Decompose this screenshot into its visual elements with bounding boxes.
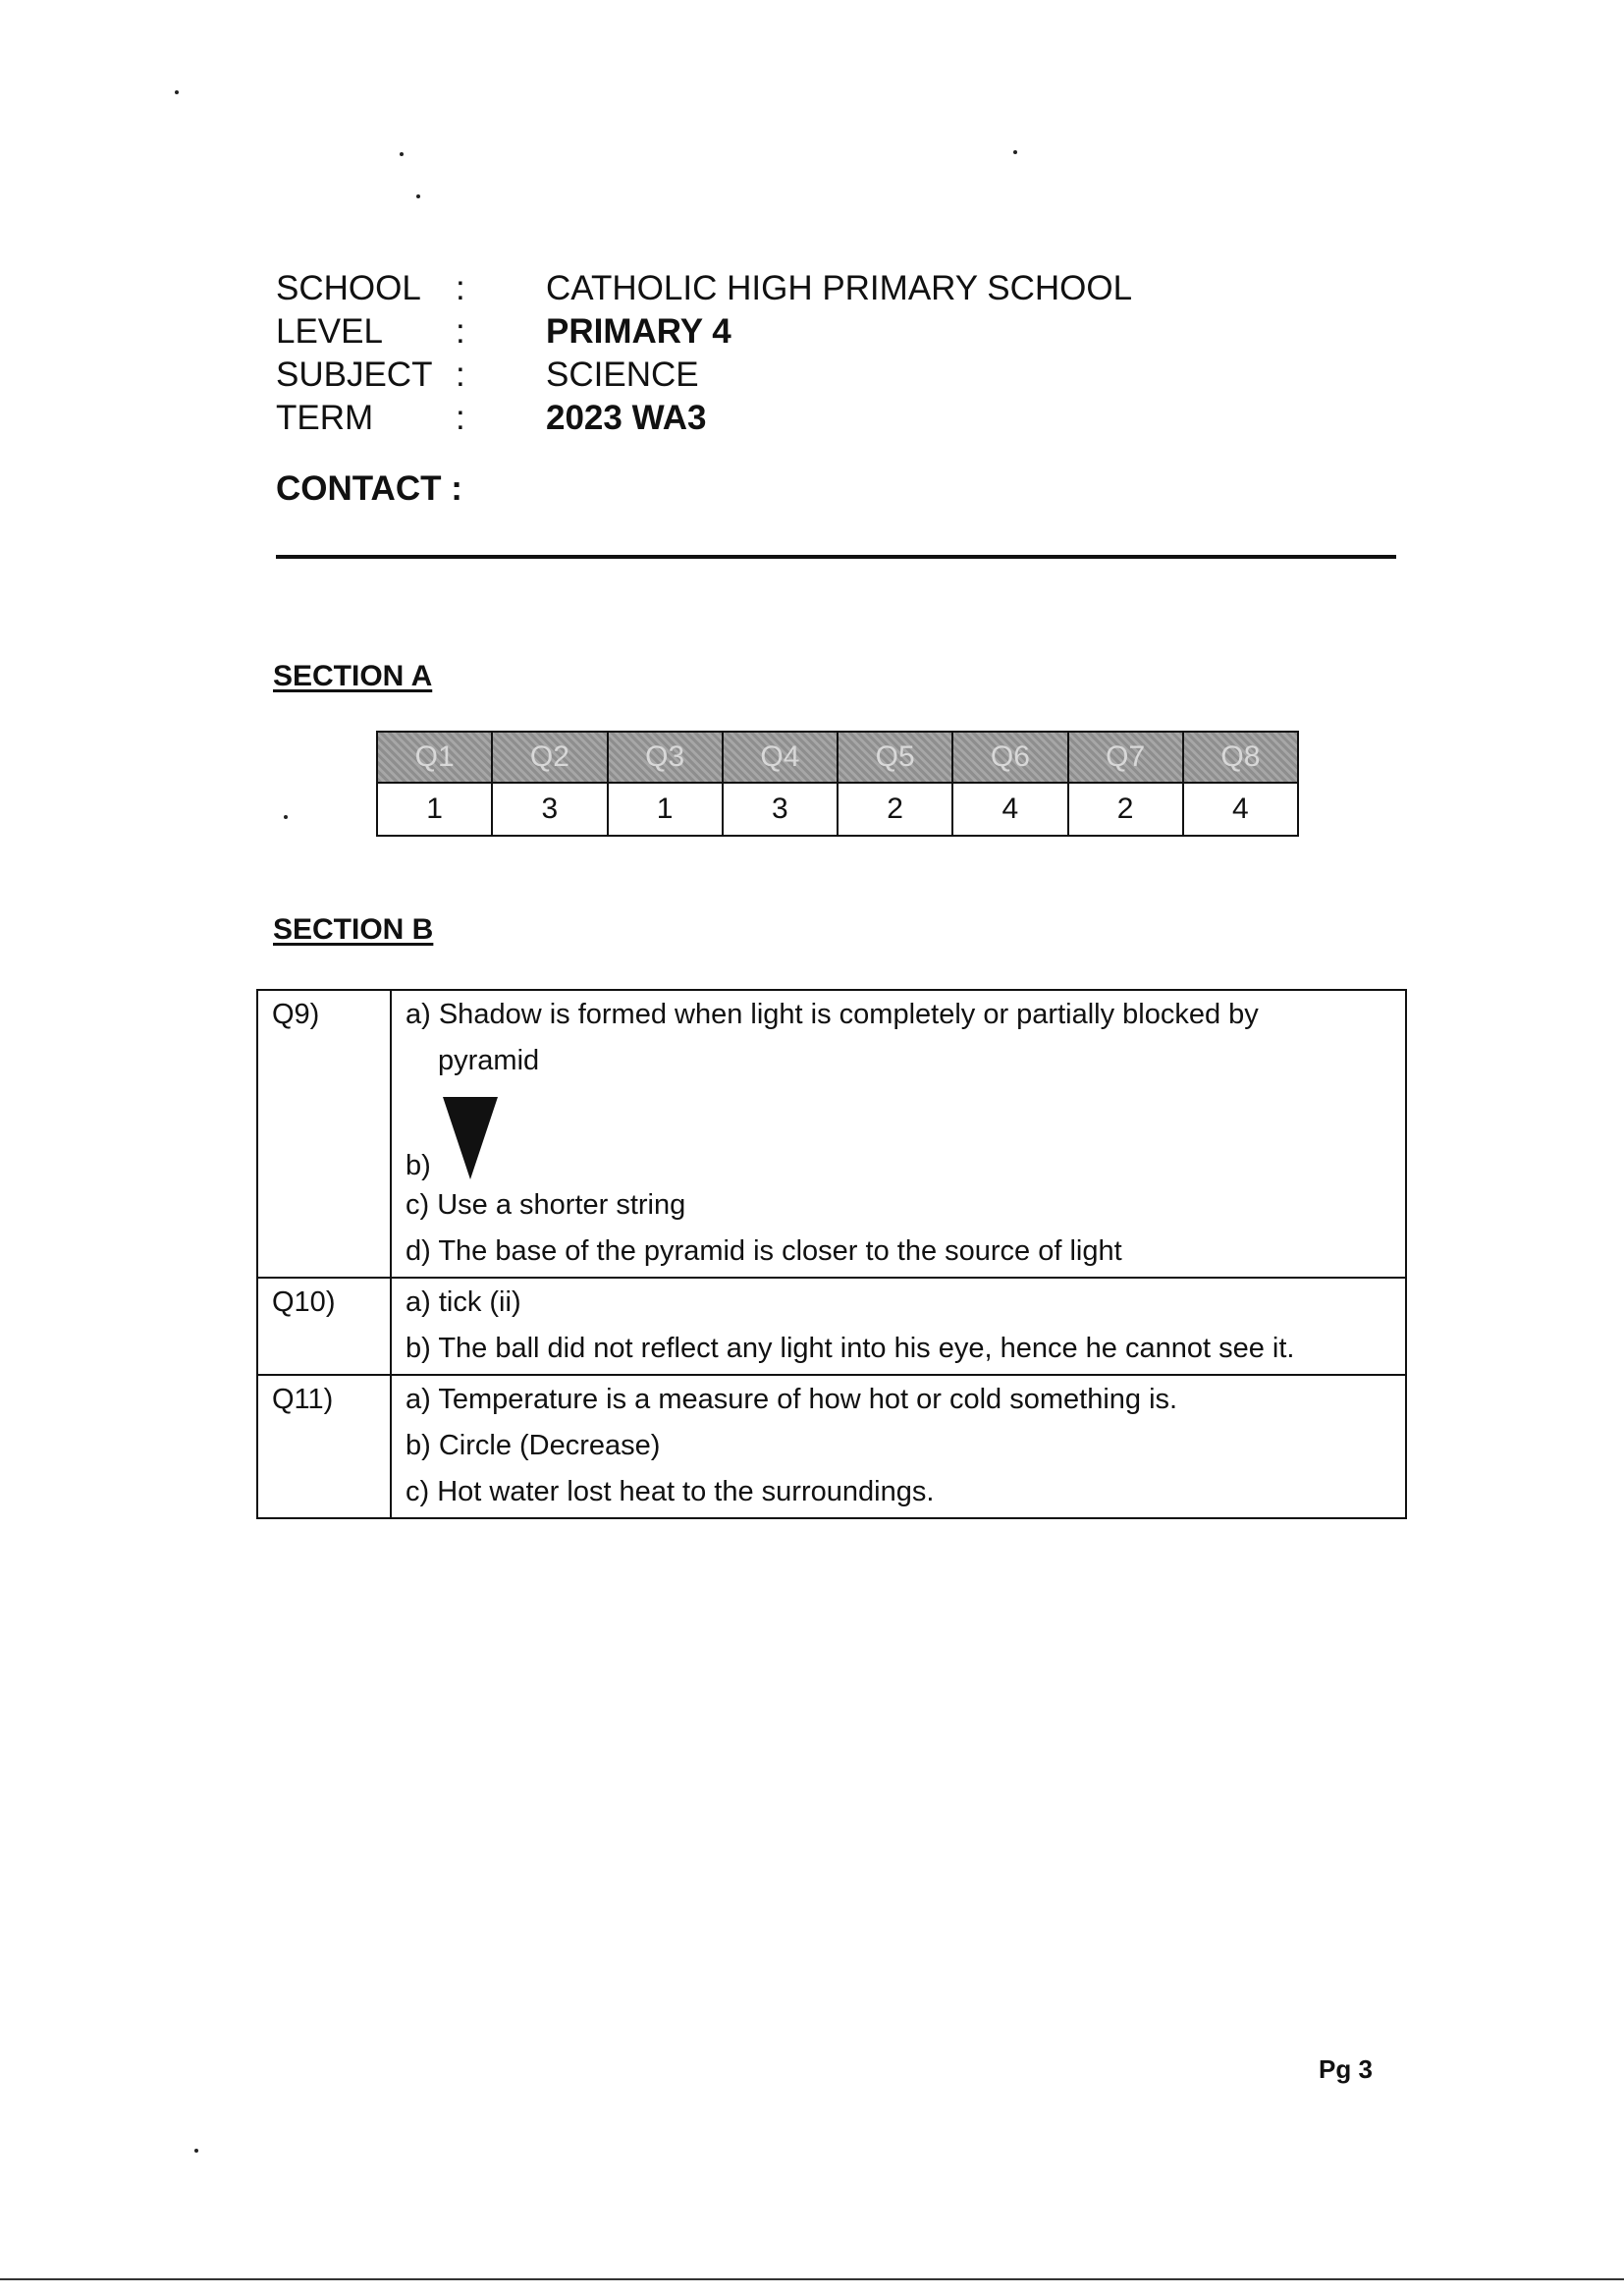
section-a-answer-table: [376, 731, 1299, 837]
answer-cell: 2: [1068, 783, 1183, 836]
answer-line: c) Use a shorter string: [406, 1189, 686, 1221]
shadow-triangle-icon: [443, 1097, 498, 1179]
school-colon: :: [456, 269, 465, 307]
header-divider: [276, 555, 1396, 559]
scan-speck: [1013, 150, 1017, 154]
scan-speck: [194, 2149, 198, 2153]
question-number-cell: Q1: [377, 732, 492, 783]
scan-speck: [175, 90, 179, 94]
footer-divider: [0, 2278, 1624, 2280]
question-number-cell: Q8: [1183, 732, 1298, 783]
answer-line: c) Hot water lost heat to the surroundings.: [406, 1476, 935, 1507]
scan-speck: [400, 152, 404, 156]
answer-line: a) Temperature is a measure of how hot or cold something is.: [406, 1384, 1178, 1415]
scan-speck: [416, 194, 420, 198]
contact-label: CONTACT :: [276, 469, 462, 508]
question-number-row: [377, 732, 1298, 783]
answer-line: pyramid: [438, 1045, 540, 1076]
answer-text-cell: [391, 1278, 1406, 1375]
answer-cell: 3: [492, 783, 607, 836]
level-label: LEVEL: [276, 312, 383, 351]
subject-label: SUBJECT: [276, 355, 433, 394]
question-number-cell: Q3: [608, 732, 723, 783]
answer-cell: 4: [952, 783, 1067, 836]
question-number: Q10): [257, 1278, 391, 1375]
question-number-cell: Q7: [1068, 732, 1183, 783]
answer-cell: 4: [1183, 783, 1298, 836]
table-row: [257, 1375, 1406, 1518]
answer-line: b): [406, 1150, 431, 1181]
answer-cell: 1: [377, 783, 492, 836]
question-number: Q9): [257, 990, 391, 1278]
level-value: PRIMARY 4: [546, 312, 731, 351]
section-a-heading: SECTION A: [273, 660, 433, 692]
answer-line: d) The base of the pyramid is closer to the source of light: [406, 1235, 1122, 1267]
answer-line: a) Shadow is formed when light is completely or partially blocked by: [406, 999, 1259, 1030]
scan-speck: [284, 815, 288, 819]
answer-line: b) Circle (Decrease): [406, 1430, 661, 1461]
answer-line: b) The ball did not reflect any light into his eye, hence he cannot see it.: [406, 1333, 1295, 1364]
answer-line: a) tick (ii): [406, 1286, 521, 1318]
answer-text-cell: [391, 1375, 1406, 1518]
answer-cell: 2: [838, 783, 952, 836]
subject-value: SCIENCE: [546, 355, 699, 394]
school-label: SCHOOL: [276, 269, 421, 307]
question-number-cell: Q4: [723, 732, 838, 783]
answer-row: [377, 783, 1298, 836]
question-number-cell: Q2: [492, 732, 607, 783]
question-number-cell: Q6: [952, 732, 1067, 783]
section-b-heading: SECTION B: [273, 913, 434, 946]
answer-diagram: [406, 1089, 1405, 1187]
term-label: TERM: [276, 399, 374, 437]
table-row: [257, 1278, 1406, 1375]
subject-colon: :: [456, 355, 465, 394]
page-number: Pg 3: [1319, 2054, 1373, 2084]
level-colon: :: [456, 312, 465, 351]
answer-cell: 3: [723, 783, 838, 836]
answer-cell: 1: [608, 783, 723, 836]
term-value: 2023 WA3: [546, 399, 707, 437]
term-colon: :: [456, 399, 465, 437]
section-b-answer-table: [256, 989, 1407, 1519]
question-number-cell: Q5: [838, 732, 952, 783]
question-number: Q11): [257, 1375, 391, 1518]
school-value: CATHOLIC HIGH PRIMARY SCHOOL: [546, 269, 1133, 307]
answer-text-cell: [391, 990, 1406, 1278]
table-row: [257, 990, 1406, 1278]
